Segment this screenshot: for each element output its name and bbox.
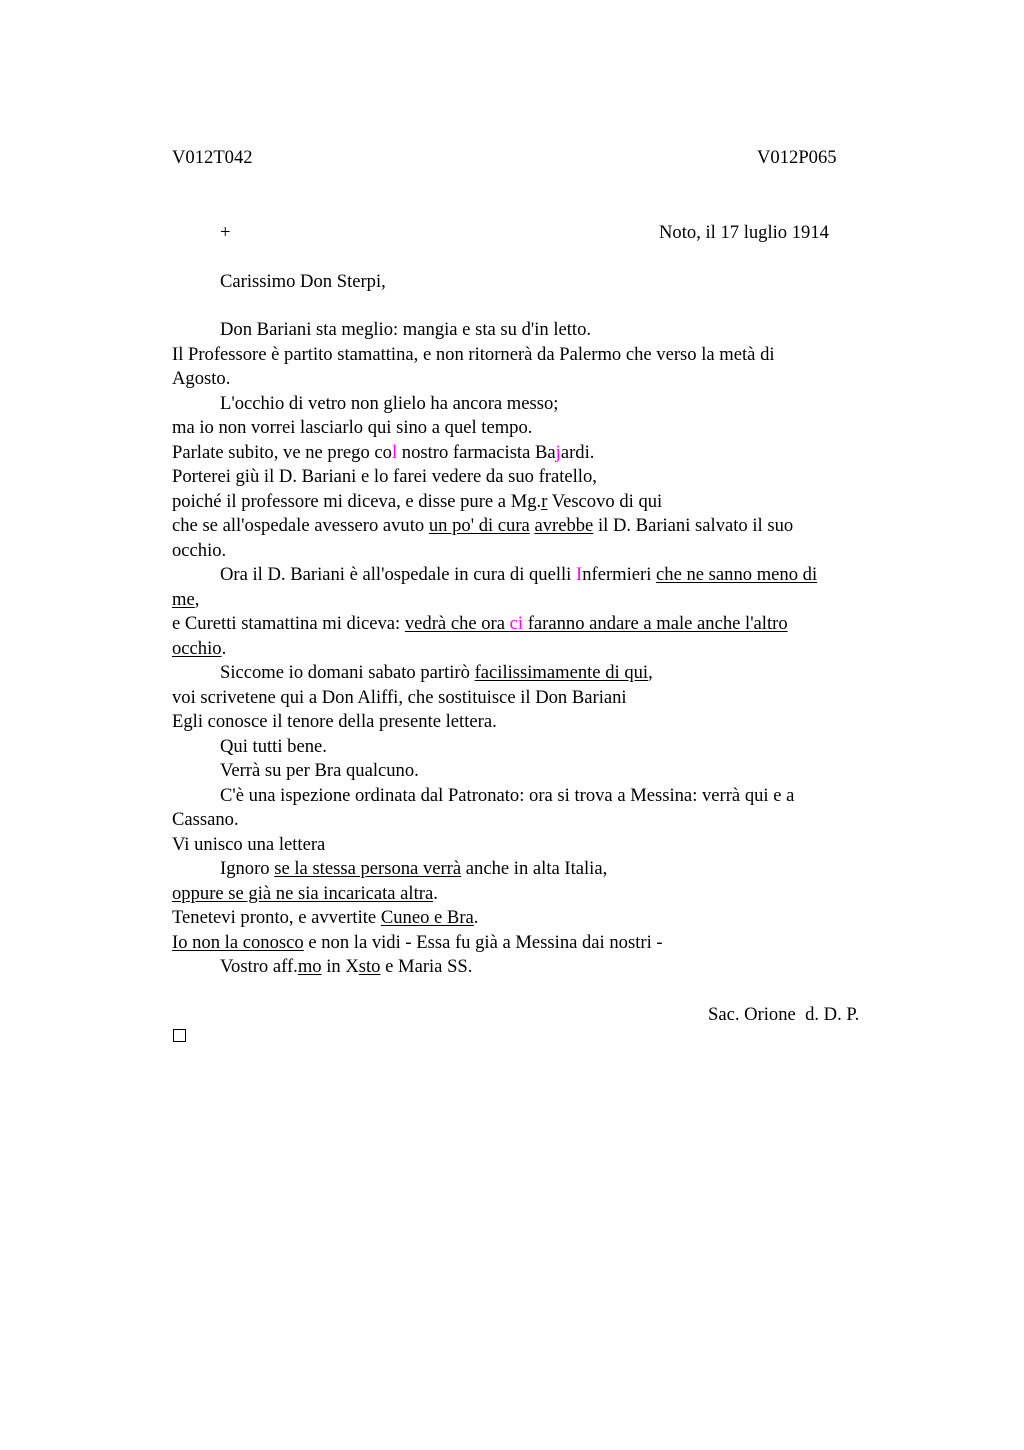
highlighted-letter: I [576,564,583,585]
underlined-text: Cuneo e Bra [380,907,474,928]
letter-line [172,906,892,931]
underlined-text: oppure se già ne sia incaricata altra [172,882,434,904]
text-run: Vostro aff. [220,956,298,977]
underlined-text: un po' di cura [428,515,530,536]
text-run: e Maria SS. [380,956,473,977]
underlined-text: che ne sanno meno di [656,564,818,585]
dateline: Noto, il 17 luglio 1914 [659,222,829,243]
letter-line: Agosto. [172,368,231,389]
letter-line [172,882,892,907]
end-mark-box-icon [173,1029,186,1042]
text-run: il D. Bariani salvato il suo [593,515,794,536]
text-run: Vescovo di qui [547,490,663,512]
letter-line: Qui tutti bene. [220,735,327,757]
underlined-text: occhio [172,637,222,659]
text-run: ardi. [560,441,595,463]
text-run: nfermieri [582,564,657,585]
salutation: Carissimo Don Sterpi, [220,271,386,292]
letter-line [172,857,892,882]
letter-line [172,490,892,515]
text-run: . [221,637,227,659]
letter-line: C'è una ispezione ordinata dal Patronato: ora si trova a Messina: verrà qui e a [220,784,795,806]
text-run: Tenetevi pronto, e avvertite [172,907,381,928]
underlined-text: avrebbe [534,515,594,536]
document-code-right: V012P065 [757,147,837,168]
text-run: che se all'ospedale avessero avuto [172,515,429,536]
text-run: in X [321,956,359,977]
text-run: faranno andare a male anche l'altro [523,613,788,634]
letter-line [172,588,892,613]
letter-line [172,612,892,637]
text-run: poiché il professore mi diceva, e disse pure a Mg. [172,490,542,512]
underlined-text: mo [297,956,322,977]
underlined-text: me [172,588,195,610]
cross-symbol: + [220,222,231,243]
letter-line: voi scrivetene qui a Don Aliffi, che sostituisce il Don Bariani [172,686,627,708]
letter-line: Il Professore è partito stamattina, e non ritornerà da Palermo che verso la metà di [172,343,775,365]
underlined-text: se la stessa persona verrà [274,858,462,879]
letter-line [172,514,892,539]
letter-line: occhio. [172,539,227,561]
document-code-left: V012T042 [172,147,253,168]
letter-line: Porterei giù il D. Bariani e lo farei vedere da suo fratello, [172,466,597,487]
letter-line [172,441,892,466]
text-run: e non la vidi - Essa fu già a Messina dai nostri - [303,931,663,953]
text-run: vedrà che ora [404,613,510,634]
underlined-text: sto [358,956,381,977]
letter-line: Cassano. [172,809,239,830]
text-run: Parlate subito, ve ne prego co [172,441,392,463]
text-run: nostro farmacista Ba [397,441,556,463]
underlined-text: facilissimamente di qui [474,662,649,683]
text-run: . [473,907,479,928]
letter-line: Don Bariani sta meglio: mangia e sta su d'in letto. [220,319,592,340]
text-run: , [194,588,200,610]
letter-line [172,955,892,980]
letter-line: Verrà su per Bra qualcuno. [220,760,419,781]
letter-body [172,318,892,980]
text-run: , [648,662,653,683]
text-run: e Curetti stamattina mi diceva: [172,613,405,634]
letter-line: L'occhio di vetro non glielo ha ancora messo; [220,392,559,414]
letter-line [172,563,892,588]
highlighted-letter: l [391,441,398,463]
text-run: Ignoro [220,858,275,879]
underlined-text: Io non la conosco [172,931,304,953]
letter-line [172,931,892,956]
signature: Sac. Orione d. D. P. [708,1004,860,1025]
text-run: Ora il D. Bariani è all'ospedale in cura di quelli [220,564,576,585]
highlighted-letter: j [555,441,561,463]
letter-line [172,637,892,662]
letter-line: Vi unisco una lettera [172,833,326,855]
underlined-text [405,613,788,634]
underlined-text: r [541,490,548,512]
letter-line: ma io non vorrei lasciarlo qui sino a quel tempo. [172,417,533,438]
highlighted-word: ci [509,613,524,634]
text-run: anche in alta Italia, [461,858,608,879]
letter-line [172,661,892,686]
letter-line: Egli conosce il tenore della presente lettera. [172,711,497,732]
text-run: Siccome io domani sabato partirò [220,662,475,683]
text-run: . [433,882,438,904]
